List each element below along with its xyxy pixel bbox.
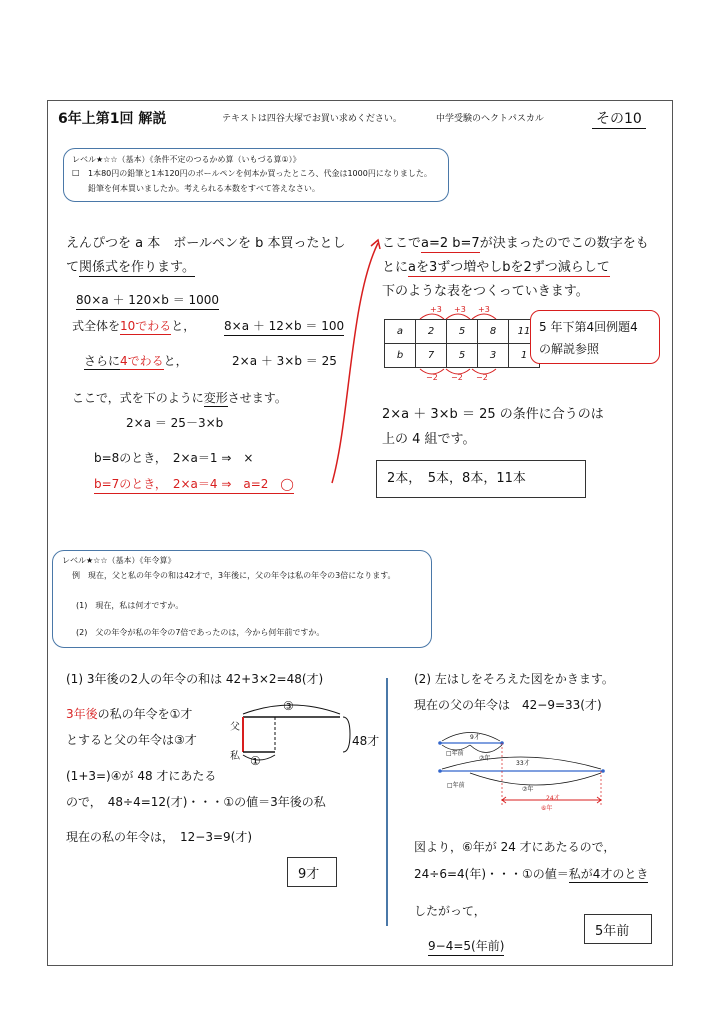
age-diagram-9: 9才 <box>470 734 480 741</box>
father-now-start <box>438 769 442 773</box>
sol2-line3: とすると父の年令は③才 <box>66 733 197 747</box>
age-diagram-7b: ⑦年 <box>522 786 534 793</box>
sol1-right-line2: とにaを3ずつ増やしbを2ずつ減らして <box>382 260 610 275</box>
problem2-text1: 現在，父と私の年令の和は42才で，3年後に，父の年令は私の年令の3倍になります。 <box>88 571 396 580</box>
father-now-end <box>601 769 605 773</box>
sol2-right-line4: 24÷6=4(年)・・・①の値＝私が4才のとき <box>414 867 649 881</box>
minus-label-1: −2 <box>426 373 438 382</box>
sol2-right-line3: 図より，⑥年が 24 才にあたるので， <box>414 840 616 854</box>
plus-label-1: +3 <box>430 305 442 314</box>
case-b7: b=7のとき， 2×a＝4 ⇒ a=2 ◯ <box>94 475 294 494</box>
sol2-right-line5: したがって， <box>414 904 486 918</box>
purchase-note: テキストは四谷大塚でお買い求めください。 <box>222 114 402 124</box>
minus-arc-1 <box>420 369 444 374</box>
plus-arc-1 <box>420 314 444 319</box>
divide-by-4: さらに4でわると， <box>84 354 188 368</box>
sol1-line1: えんぴつを a 本 ボールペンを b 本買ったとし <box>66 236 346 251</box>
total-brace <box>343 717 350 752</box>
problem2-mark: 例 <box>72 571 80 580</box>
sol2-line6: 現在の私の年令は， 12−3=9(才) <box>66 830 253 844</box>
plus-label-3: +3 <box>478 305 490 314</box>
condition-line1: 2×a ＋ 3×b ＝ 25 の条件に合うのは <box>382 407 604 422</box>
equation1: 80×a ＋ 120×b ＝ 1000 <box>76 291 219 310</box>
diagram-seg1-label: ① <box>250 754 261 768</box>
sol2-right-line1: (2) 左はしをそろえた図をかきます。 <box>414 672 614 686</box>
diagram-total-label: 48才 <box>352 734 380 748</box>
me-brace <box>243 755 275 760</box>
divide-by-10: 式全体を10でわると， <box>72 319 196 333</box>
case-b8: b=8のとき， 2×a＝1 ⇒ × <box>94 451 254 465</box>
transform-text: ここで，式を下のように変形させます。 <box>72 391 287 405</box>
problem2-level: レベル★☆☆（基本）《年令算》 <box>62 556 176 565</box>
answer-box-1: 2本， 5本，8本，11本 <box>376 460 586 498</box>
plus-label-2: +3 <box>454 305 466 314</box>
equation4: 2×a ＝ 25－3×b <box>126 416 224 430</box>
age-7b-brace <box>470 773 601 785</box>
problem1-text1: 1本80円の鉛筆と1本120円のボールペンを何本か買ったところ、代金は1000円になりました。 <box>88 169 432 178</box>
minus-label-2: −2 <box>451 373 463 382</box>
minus-label-3: −2 <box>476 373 488 382</box>
sol2-line2: 3年後の私の年令を①才 <box>66 707 193 721</box>
problem2-q2: (2) 父の年令が私の年令の7倍であったのは，今から何年前ですか。 <box>76 628 325 637</box>
me-now-start <box>438 741 442 745</box>
sol2-right-line2: 現在の父の年令は 42−9=33(才) <box>414 698 602 712</box>
father-brace <box>243 705 340 714</box>
sol2-line1: (1) 3年後の2人の年令の和は 42+3×2=48(才) <box>66 672 324 686</box>
age-diagram-6: ⑥年 <box>541 805 553 812</box>
age-7-brace <box>470 745 502 753</box>
age-diagram-ago: □年前 <box>446 750 464 757</box>
reference-callout: 5 年下第4回例題4 の解説参照 <box>530 310 660 364</box>
page-title: 6年上第1回 解説 <box>58 111 167 127</box>
problem1-text2: 鉛筆を何本買いましたか。考えられる本数をすべて答えなさい。 <box>88 184 320 193</box>
diagram-seg3-label: ③ <box>283 699 294 713</box>
sol1-right-line1: ここでa=2 b=7が決まったのでこの数字をも <box>382 236 649 251</box>
sol1-right-line3: 下のような表をつくっていきます。 <box>382 284 589 299</box>
table-row: a 2 5 8 11 <box>385 320 540 344</box>
problem2-q1: (1) 現在，私は何才ですか。 <box>76 601 184 610</box>
sol1-line2: て関係式を作ります。 <box>66 260 195 275</box>
plus-arc-2 <box>446 314 470 319</box>
age-9-brace <box>442 733 500 742</box>
age-ago-brace <box>442 745 470 750</box>
publisher-name: 中学受験のヘクトパスカル <box>436 114 544 124</box>
age-diagram-ago2: □年前 <box>447 782 465 789</box>
sol2-line5: ので， 48÷4=12(才)・・・①の値＝3年後の私 <box>66 795 326 809</box>
plus-arc-3 <box>472 314 496 319</box>
age-diagram-7: ⑦年 <box>479 755 491 762</box>
age-33-brace <box>442 757 601 769</box>
sol2-right-line6: 9−4=5(年前) <box>428 937 504 956</box>
problem1-level: レベル★☆☆（基本）《条件不定のつるかめ算（いもづる算①）》 <box>72 155 301 164</box>
red-arrow-curve <box>332 243 378 483</box>
equation2: 8×a ＋ 12×b ＝ 100 <box>224 317 344 336</box>
diagram-me-label: 私 <box>230 751 240 762</box>
diagram-father-label: 父 <box>230 722 240 733</box>
minus-arc-3 <box>472 369 496 374</box>
answer-box-2: 9才 <box>287 857 337 887</box>
problem1-mark: □ <box>72 168 80 177</box>
age-diagram-33: 33才 <box>516 760 530 767</box>
answer-box-3: 5年前 <box>584 914 652 944</box>
sol2-line4: (1+3=)④が 48 才にあたる <box>66 769 217 783</box>
equation3: 2×a ＋ 3×b ＝ 25 <box>232 354 337 368</box>
minus-arc-2 <box>446 369 470 374</box>
age-diagram-24: 24才 <box>546 795 560 802</box>
table-row: b 7 5 3 1 <box>385 344 540 368</box>
condition-line2: 上の 4 組です。 <box>382 432 476 447</box>
part-label: その10 <box>592 108 646 129</box>
